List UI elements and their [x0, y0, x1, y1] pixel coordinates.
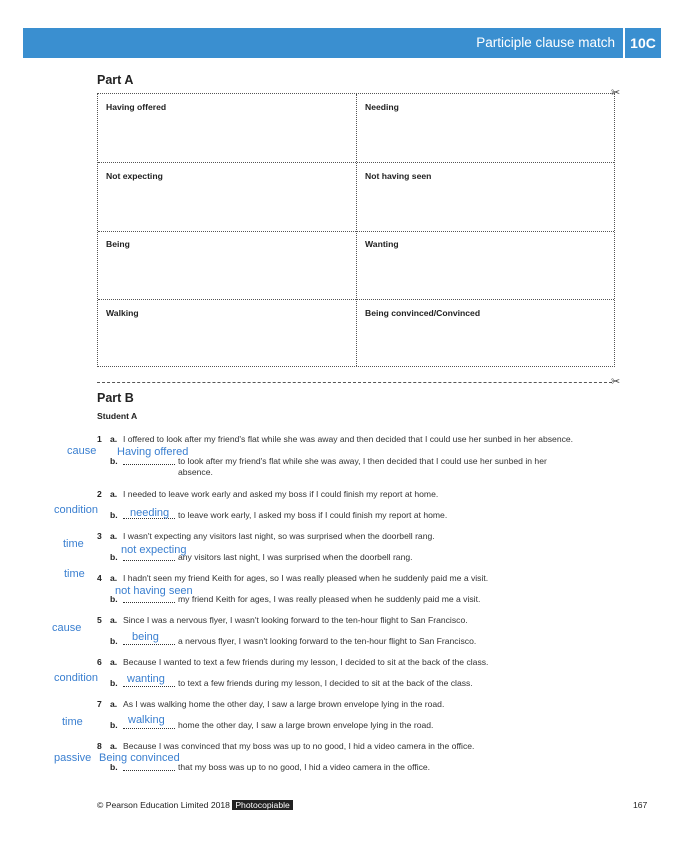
cut-out-grid — [97, 93, 615, 367]
item-b-text: home the other day, I saw a large brown envelope lying in the road. — [178, 720, 434, 730]
handwritten-type: condition — [54, 672, 99, 684]
handwritten-answer: Being convinced — [99, 752, 180, 764]
student-label: Student A — [97, 411, 138, 421]
item-b-label: b. — [110, 594, 118, 604]
header-bar — [23, 28, 623, 58]
page-number: 167 — [633, 800, 648, 810]
card-cell: Having offered — [106, 102, 167, 112]
item-a-label: a. — [110, 531, 118, 541]
item-a-text: I offered to look after my friend's flat while she was away and then decided that I could use her sunbed in her absence. — [123, 434, 574, 444]
item-b-label: b. — [110, 762, 118, 772]
item-b-label: b. — [110, 678, 118, 688]
item-a-text: I hadn't seen my friend Keith for ages, so I was really pleased when he suddenly paid me a visit. — [123, 573, 489, 583]
handwritten-type: condition — [54, 504, 99, 516]
item-b-label: b. — [110, 456, 118, 466]
card-cell: Not having seen — [365, 170, 432, 181]
item-number: 2 — [97, 489, 102, 499]
item-b-text: any visitors last night, I was surprised when the doorbell rang. — [178, 552, 413, 562]
part-b-title: Part B — [97, 391, 134, 405]
item-b-label: b. — [110, 552, 118, 562]
handwritten-answer: not having seen — [115, 585, 193, 597]
item-b-label: b. — [110, 510, 118, 520]
item-a-label: a. — [110, 699, 118, 709]
item-b-label: b. — [110, 636, 118, 646]
item-b-text: to leave work early, I asked my boss if I could finish my report at home. — [178, 510, 448, 520]
handwritten-type: time — [63, 538, 84, 550]
handwritten-type: cause — [52, 622, 82, 634]
handwritten-answer: not expecting — [121, 544, 187, 556]
item-b-label: b. — [110, 720, 118, 730]
item-b-text: that my boss was up to no good, I hid a video camera in the office. — [178, 762, 431, 772]
card-cell: Wanting — [365, 239, 399, 249]
item-number: 3 — [97, 531, 102, 541]
part-a-title: Part A — [97, 73, 134, 87]
worksheet-title: Participle clause match — [476, 35, 615, 50]
item-b-text-cont: absence. — [178, 467, 213, 477]
item-a-label: a. — [110, 741, 118, 751]
item-a-text: I needed to leave work early and asked my boss if I could finish my report at home. — [123, 489, 439, 499]
scissors-icon: ✂ — [611, 87, 621, 99]
item-number: 4 — [97, 573, 102, 583]
item-a-text: Because I wanted to text a few friends during my lesson, I decided to sit at the back of the class. — [123, 657, 489, 667]
item-a-label: a. — [110, 573, 118, 583]
handwritten-type: cause — [67, 445, 97, 457]
item-number: 6 — [97, 657, 102, 667]
item-number: 8 — [97, 741, 102, 751]
item-a-text: Since I was a nervous flyer, I wasn't looking forward to the ten-hour flight to San Francisco. — [123, 615, 468, 625]
item-number: 1 — [97, 434, 102, 444]
handwritten-answer: Having offered — [117, 446, 189, 458]
handwritten-answer: being — [132, 631, 159, 643]
scissors-icon: ✂ — [611, 376, 621, 388]
card-cell: Being convinced/Convinced — [365, 307, 481, 318]
item-a-label: a. — [110, 489, 118, 499]
handwritten-type: passive — [54, 752, 92, 764]
handwritten-answer: wanting — [127, 673, 165, 685]
item-number: 7 — [97, 699, 102, 709]
item-a-text: As I was walking home the other day, I saw a large brown envelope lying in the road. — [123, 699, 445, 709]
item-number: 5 — [97, 615, 102, 625]
card-cell: Being — [106, 239, 130, 249]
cut-line — [97, 382, 612, 383]
card-cell: Needing — [365, 102, 399, 112]
copyright-text: © Pearson Education Limited 2018 — [97, 800, 230, 810]
item-a-label: a. — [110, 434, 118, 444]
footer-copyright — [97, 800, 293, 810]
handwritten-type: time — [64, 568, 85, 580]
photocopiable-badge: Photocopiable — [232, 800, 292, 810]
handwritten-answer: needing — [130, 507, 170, 519]
item-b-text: my friend Keith for ages, I was really pleased when he suddenly paid me a visit. — [178, 594, 481, 604]
unit-code: 10C — [625, 28, 661, 58]
item-b-text: a nervous flyer, I wasn't looking forward to the ten-hour flight to San Francisco. — [178, 636, 477, 646]
item-b-text: to text a few friends during my lesson, I decided to sit at the back of the class. — [178, 678, 473, 688]
item-b-text: to look after my friend's flat while she was away, I then decided that I could use her sunbed in her — [178, 456, 547, 466]
item-a-text: Because I was convinced that my boss was up to no good, I hid a video camera in the office. — [123, 741, 475, 751]
item-a-label: a. — [110, 615, 118, 625]
item-a-text: I wasn't expecting any visitors last night, so was surprised when the doorbell rang. — [123, 531, 435, 541]
handwritten-answer: walking — [128, 714, 165, 726]
item-a-label: a. — [110, 657, 118, 667]
card-cell: Not expecting — [106, 170, 163, 181]
handwritten-type: time — [62, 716, 83, 728]
card-cell: Walking — [106, 307, 139, 318]
